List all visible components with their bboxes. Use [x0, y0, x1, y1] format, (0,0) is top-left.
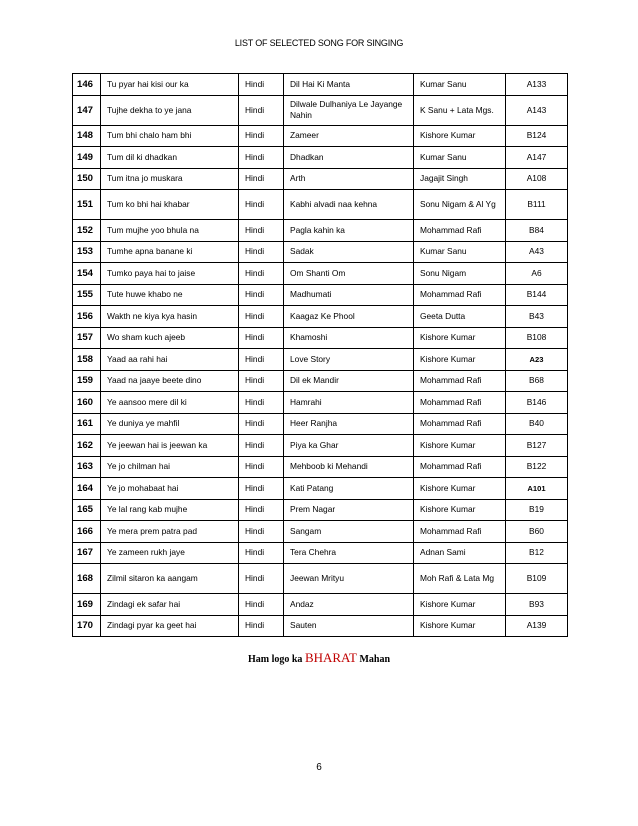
song-title: Tute huwe khabo ne [101, 284, 239, 306]
song-title: Yaad na jaaye beete dino [101, 370, 239, 392]
song-singer: Jagajit Singh [414, 168, 506, 190]
song-title: Tujhe dekha to ye jana [101, 95, 239, 125]
song-number: 154 [73, 263, 101, 285]
slogan [0, 650, 638, 666]
song-language: Hindi [239, 190, 284, 220]
page-title: LIST OF SELECTED SONG FOR SINGING [234, 38, 404, 48]
song-singer: Kishore Kumar [414, 594, 506, 616]
table-row [73, 327, 568, 349]
song-title: Tum ko bhi hai khabar [101, 190, 239, 220]
song-title: Ye zameen rukh jaye [101, 542, 239, 564]
table-row [73, 190, 568, 220]
song-number: 158 [73, 349, 101, 371]
song-title: Ye aansoo mere dil ki [101, 392, 239, 414]
song-film: Kaagaz Ke Phool [284, 306, 414, 328]
song-title: Ye jo mohabaat hai [101, 478, 239, 500]
table-row [73, 95, 568, 125]
song-language: Hindi [239, 413, 284, 435]
song-code: B93 [506, 594, 568, 616]
song-singer: Adnan Sami [414, 542, 506, 564]
table-row [73, 435, 568, 457]
table-row [73, 241, 568, 263]
song-film: Mehboob ki Mehandi [284, 456, 414, 478]
song-number: 148 [73, 125, 101, 147]
page-number: 6 [316, 762, 322, 773]
table-row [73, 413, 568, 435]
song-film: Sauten [284, 615, 414, 637]
song-code: B127 [506, 435, 568, 457]
song-singer: Kishore Kumar [414, 435, 506, 457]
song-language: Hindi [239, 349, 284, 371]
song-title: Yaad aa rahi hai [101, 349, 239, 371]
song-title: Ye jeewan hai is jeewan ka [101, 435, 239, 457]
table-row [73, 456, 568, 478]
table-row [73, 147, 568, 169]
song-film: Jeewan Mrityu [284, 564, 414, 594]
song-language: Hindi [239, 263, 284, 285]
song-film: Dil Hai Ki Manta [284, 74, 414, 96]
song-code: B40 [506, 413, 568, 435]
song-language: Hindi [239, 594, 284, 616]
song-title: Tum bhi chalo ham bhi [101, 125, 239, 147]
song-code: A101 [506, 478, 568, 500]
song-number: 168 [73, 564, 101, 594]
song-language: Hindi [239, 615, 284, 637]
song-number: 152 [73, 220, 101, 242]
song-number: 166 [73, 521, 101, 543]
song-code: A108 [506, 168, 568, 190]
song-language: Hindi [239, 521, 284, 543]
song-code: B60 [506, 521, 568, 543]
song-code: B12 [506, 542, 568, 564]
table-row [73, 220, 568, 242]
slogan-before: Ham logo ka [247, 654, 303, 665]
song-film: Tera Chehra [284, 542, 414, 564]
song-film: Love Story [284, 349, 414, 371]
song-singer: Mohammad Rafi [414, 220, 506, 242]
song-code: A6 [506, 263, 568, 285]
song-singer: Geeta Dutta [414, 306, 506, 328]
song-code: A23 [506, 349, 568, 371]
table-row [73, 263, 568, 285]
song-film: Madhumati [284, 284, 414, 306]
song-title: Tum itna jo muskara [101, 168, 239, 190]
song-film: Kabhi alvadi naa kehna [284, 190, 414, 220]
table-row [73, 306, 568, 328]
song-number: 149 [73, 147, 101, 169]
song-singer: Sonu Nigam [414, 263, 506, 285]
song-title: Tum dil ki dhadkan [101, 147, 239, 169]
table-row [73, 542, 568, 564]
song-singer: Mohammad Rafi [414, 392, 506, 414]
song-number: 162 [73, 435, 101, 457]
song-title: Ye lal rang kab mujhe [101, 499, 239, 521]
song-table-body [73, 74, 568, 637]
song-title: Wakth ne kiya kya hasin [101, 306, 239, 328]
song-film: Zameer [284, 125, 414, 147]
song-title: Tumhe apna banane ki [101, 241, 239, 263]
song-singer: Mohammad Rafi [414, 370, 506, 392]
song-title: Tumko paya hai to jaise [101, 263, 239, 285]
song-language: Hindi [239, 95, 284, 125]
song-code: B109 [506, 564, 568, 594]
song-singer: Kishore Kumar [414, 327, 506, 349]
table-row [73, 125, 568, 147]
song-title: Ye jo chilman hai [101, 456, 239, 478]
song-title: Zindagi ek safar hai [101, 594, 239, 616]
song-title: Tum mujhe yoo bhula na [101, 220, 239, 242]
song-film: Sadak [284, 241, 414, 263]
table-row [73, 392, 568, 414]
song-singer: Mohammad Rafi [414, 413, 506, 435]
song-code: B122 [506, 456, 568, 478]
song-code: B144 [506, 284, 568, 306]
song-code: B19 [506, 499, 568, 521]
song-number: 167 [73, 542, 101, 564]
table-row [73, 370, 568, 392]
song-singer: Mohammad Rafi [414, 456, 506, 478]
song-language: Hindi [239, 168, 284, 190]
song-language: Hindi [239, 478, 284, 500]
song-singer: Kishore Kumar [414, 349, 506, 371]
song-singer: Kumar Sanu [414, 74, 506, 96]
song-number: 160 [73, 392, 101, 414]
song-number: 164 [73, 478, 101, 500]
song-singer: Kishore Kumar [414, 125, 506, 147]
song-language: Hindi [239, 499, 284, 521]
table-row [73, 615, 568, 637]
song-code: B108 [506, 327, 568, 349]
table-row [73, 349, 568, 371]
song-language: Hindi [239, 327, 284, 349]
song-singer: Mohammad Rafi [414, 521, 506, 543]
song-code: B43 [506, 306, 568, 328]
song-film: Dilwale Dulhaniya Le Jayange Nahin [284, 95, 414, 125]
song-language: Hindi [239, 147, 284, 169]
song-number: 147 [73, 95, 101, 125]
song-film: Dil ek Mandir [284, 370, 414, 392]
song-title: Zilmil sitaron ka aangam [101, 564, 239, 594]
song-code: B84 [506, 220, 568, 242]
song-number: 156 [73, 306, 101, 328]
song-language: Hindi [239, 456, 284, 478]
song-film: Pagla kahin ka [284, 220, 414, 242]
song-film: Andaz [284, 594, 414, 616]
song-table [72, 73, 568, 637]
song-film: Om Shanti Om [284, 263, 414, 285]
song-number: 150 [73, 168, 101, 190]
song-singer: Kumar Sanu [414, 241, 506, 263]
song-code: A133 [506, 74, 568, 96]
song-singer: Moh Rafi & Lata Mg [414, 564, 506, 594]
table-row [73, 521, 568, 543]
song-code: A147 [506, 147, 568, 169]
song-language: Hindi [239, 542, 284, 564]
table-row [73, 499, 568, 521]
song-film: Kati Patang [284, 478, 414, 500]
song-language: Hindi [239, 284, 284, 306]
song-number: 153 [73, 241, 101, 263]
song-film: Dhadkan [284, 147, 414, 169]
song-number: 159 [73, 370, 101, 392]
song-film: Sangam [284, 521, 414, 543]
song-language: Hindi [239, 370, 284, 392]
song-code: B146 [506, 392, 568, 414]
song-film: Khamoshi [284, 327, 414, 349]
song-title: Ye mera prem patra pad [101, 521, 239, 543]
slogan-after: Mahan [359, 654, 391, 665]
song-singer: Kishore Kumar [414, 499, 506, 521]
song-code: A43 [506, 241, 568, 263]
song-film: Prem Nagar [284, 499, 414, 521]
table-row [73, 594, 568, 616]
song-film: Hamrahi [284, 392, 414, 414]
song-number: 146 [73, 74, 101, 96]
song-number: 165 [73, 499, 101, 521]
song-singer: Kishore Kumar [414, 478, 506, 500]
song-language: Hindi [239, 392, 284, 414]
song-language: Hindi [239, 564, 284, 594]
song-number: 170 [73, 615, 101, 637]
song-singer: Kishore Kumar [414, 615, 506, 637]
song-number: 157 [73, 327, 101, 349]
song-code: B111 [506, 190, 568, 220]
song-language: Hindi [239, 241, 284, 263]
song-film: Heer Ranjha [284, 413, 414, 435]
song-language: Hindi [239, 74, 284, 96]
song-singer: K Sanu + Lata Mgs. [414, 95, 506, 125]
song-title: Ye duniya ye mahfil [101, 413, 239, 435]
song-code: A143 [506, 95, 568, 125]
song-title: Zindagi pyar ka geet hai [101, 615, 239, 637]
song-code: B68 [506, 370, 568, 392]
song-language: Hindi [239, 125, 284, 147]
song-singer: Kumar Sanu [414, 147, 506, 169]
song-language: Hindi [239, 435, 284, 457]
slogan-highlight: BHARAT [304, 650, 357, 665]
table-row [73, 478, 568, 500]
song-film: Piya ka Ghar [284, 435, 414, 457]
song-code: B124 [506, 125, 568, 147]
song-singer: Mohammad Rafi [414, 284, 506, 306]
song-number: 163 [73, 456, 101, 478]
song-film: Arth [284, 168, 414, 190]
song-number: 155 [73, 284, 101, 306]
song-code: A139 [506, 615, 568, 637]
song-language: Hindi [239, 306, 284, 328]
song-number: 169 [73, 594, 101, 616]
song-number: 161 [73, 413, 101, 435]
table-row [73, 564, 568, 594]
table-row [73, 168, 568, 190]
song-language: Hindi [239, 220, 284, 242]
table-row [73, 284, 568, 306]
table-row [73, 74, 568, 96]
song-title: Tu pyar hai kisi our ka [101, 74, 239, 96]
song-singer: Sonu Nigam & Al Yg [414, 190, 506, 220]
song-number: 151 [73, 190, 101, 220]
song-title: Wo sham kuch ajeeb [101, 327, 239, 349]
